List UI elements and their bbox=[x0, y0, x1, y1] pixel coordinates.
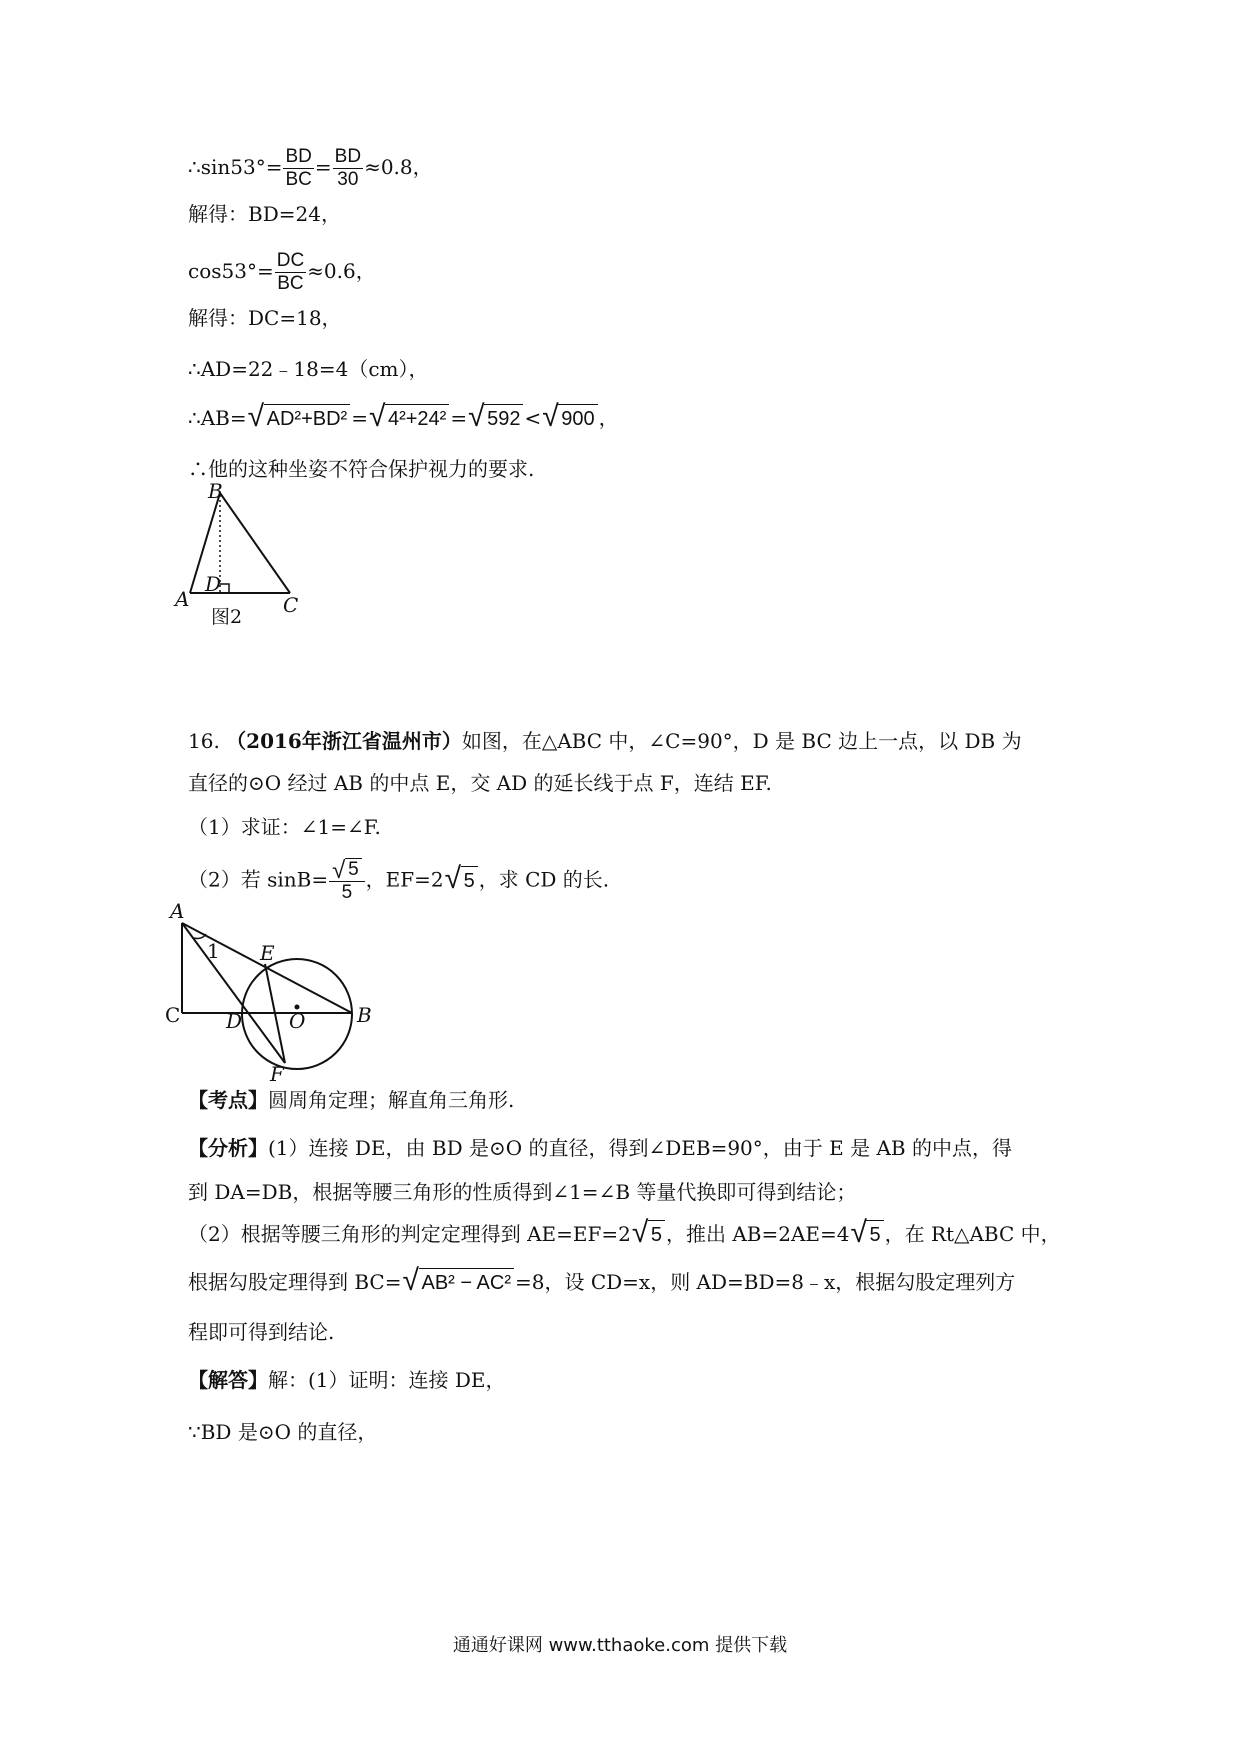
fenxi-tag: 【分析】 bbox=[188, 1136, 268, 1160]
solution-bd: 解得：BD=24， bbox=[188, 202, 341, 226]
equation-sin53: ∴sin53°= $\frac{BD}{BC}$ = $\frac{BD}{30}$ ≈0.8， bbox=[188, 146, 433, 190]
label-b: B bbox=[208, 479, 223, 503]
label-d: D bbox=[226, 1009, 243, 1033]
label-f: F bbox=[270, 1062, 284, 1086]
figure-2-triangle bbox=[175, 479, 365, 634]
label-c: C bbox=[283, 593, 299, 617]
problem-source: （2016年浙江省温州市） bbox=[226, 729, 462, 753]
radical-5: √ 5 bbox=[850, 1220, 883, 1249]
label-c: C bbox=[165, 1003, 181, 1027]
label-b: B bbox=[357, 1003, 372, 1027]
fenxi-line1: 【分析】(1）连接 DE，由 BD 是⊙O 的直径，得到∠DEB=90°，由于 E 是 AB 的中点，得 bbox=[188, 1136, 1012, 1160]
kaodian-line: 【考点】圆周角定理；解直角三角形. bbox=[188, 1088, 515, 1112]
radical-900: √ 900 bbox=[542, 404, 597, 433]
label-o: O bbox=[289, 1009, 306, 1033]
right-angle-mark bbox=[220, 584, 229, 593]
radical-5: √ 5 bbox=[445, 866, 478, 895]
side-bc bbox=[220, 493, 290, 593]
radical-4-24: √ 4²+24² bbox=[369, 404, 449, 433]
fraction-dc-bc: $\frac{DC}{BC}$ bbox=[276, 250, 305, 294]
figure-16-circle bbox=[160, 900, 400, 1089]
label-a: A bbox=[175, 587, 190, 611]
conclusion: ∴他的这种坐姿不符合保护视力的要求. bbox=[188, 457, 535, 481]
figure-caption: 图2 bbox=[211, 606, 243, 628]
label-1: 1 bbox=[207, 939, 220, 963]
problem-16-line2: 直径的⊙O 经过 AB 的中点 E，交 AD 的延长线于点 F，连结 EF. bbox=[188, 771, 772, 795]
radical-592: √ 592 bbox=[468, 404, 523, 433]
solution-dc: 解得：DC=18， bbox=[188, 306, 342, 330]
page-footer: 通通好课网 www.tthaoke.com 提供下载 bbox=[452, 1635, 788, 1656]
fenxi-line5: 程即可得到结论. bbox=[188, 1320, 335, 1344]
label-d: D bbox=[205, 572, 222, 596]
equation-ab: ∴AB= √ AD²+BD² = √ 4²+24² = √ 592 < √ 900 ， bbox=[188, 400, 619, 433]
fenxi-line4: 根据勾股定理得到 BC= √ AB² − AC² =8，设 CD=x，则 AD=BD=8﹣x，根据勾股定理列方 bbox=[188, 1264, 1016, 1297]
question-1: （1）求证：∠1=∠F. bbox=[188, 815, 381, 839]
equation-cos53: cos53°= $\frac{DC}{BC}$ ≈0.6， bbox=[188, 250, 376, 294]
fraction-bd-30: $\frac{BD}{30}$ bbox=[334, 146, 362, 190]
circle-diagram bbox=[160, 900, 400, 1085]
problem-16-line1: 16. （2016年浙江省温州市）如图，在△ABC 中，∠C=90°，D 是 BC 边上一点，以 DB 为 bbox=[188, 729, 1022, 753]
fraction-sqrt5-over-5: √ 5 5 bbox=[329, 858, 365, 904]
jieda-line2: ∵BD 是⊙O 的直径， bbox=[188, 1420, 378, 1444]
triangle-diagram bbox=[175, 479, 365, 630]
radical-ab-ac: √ AB² − AC² bbox=[403, 1268, 514, 1297]
fraction-bd-bc: $\frac{BD}{BC}$ bbox=[285, 146, 312, 190]
equation-ad: ∴AD=22﹣18=4（cm）， bbox=[188, 357, 429, 381]
label-e: E bbox=[260, 941, 275, 965]
fenxi-line3: （2）根据等腰三角形的判定定理得到 AE=EF=2 √ 5 ，推出 AB=2AE=4 √ 5 ，在 Rt△ABC 中， bbox=[188, 1216, 1061, 1249]
fenxi-line2: 到 DA=DB，根据等腰三角形的性质得到∠1=∠B 等量代换即可得到结论； bbox=[188, 1180, 857, 1204]
jieda-line1: 【解答】解：(1）证明：连接 DE， bbox=[188, 1368, 506, 1392]
radical-5: √ 5 bbox=[632, 1220, 665, 1249]
kaodian-tag: 【考点】 bbox=[188, 1088, 268, 1112]
jieda-tag: 【解答】 bbox=[188, 1368, 268, 1392]
label-a: A bbox=[170, 899, 185, 923]
question-2: （2）若 sinB= √ 5 5 ，EF=2 √ 5 ，求 CD 的长. bbox=[188, 857, 610, 903]
radical-ad-bd: √ AD²+BD² bbox=[248, 404, 351, 433]
